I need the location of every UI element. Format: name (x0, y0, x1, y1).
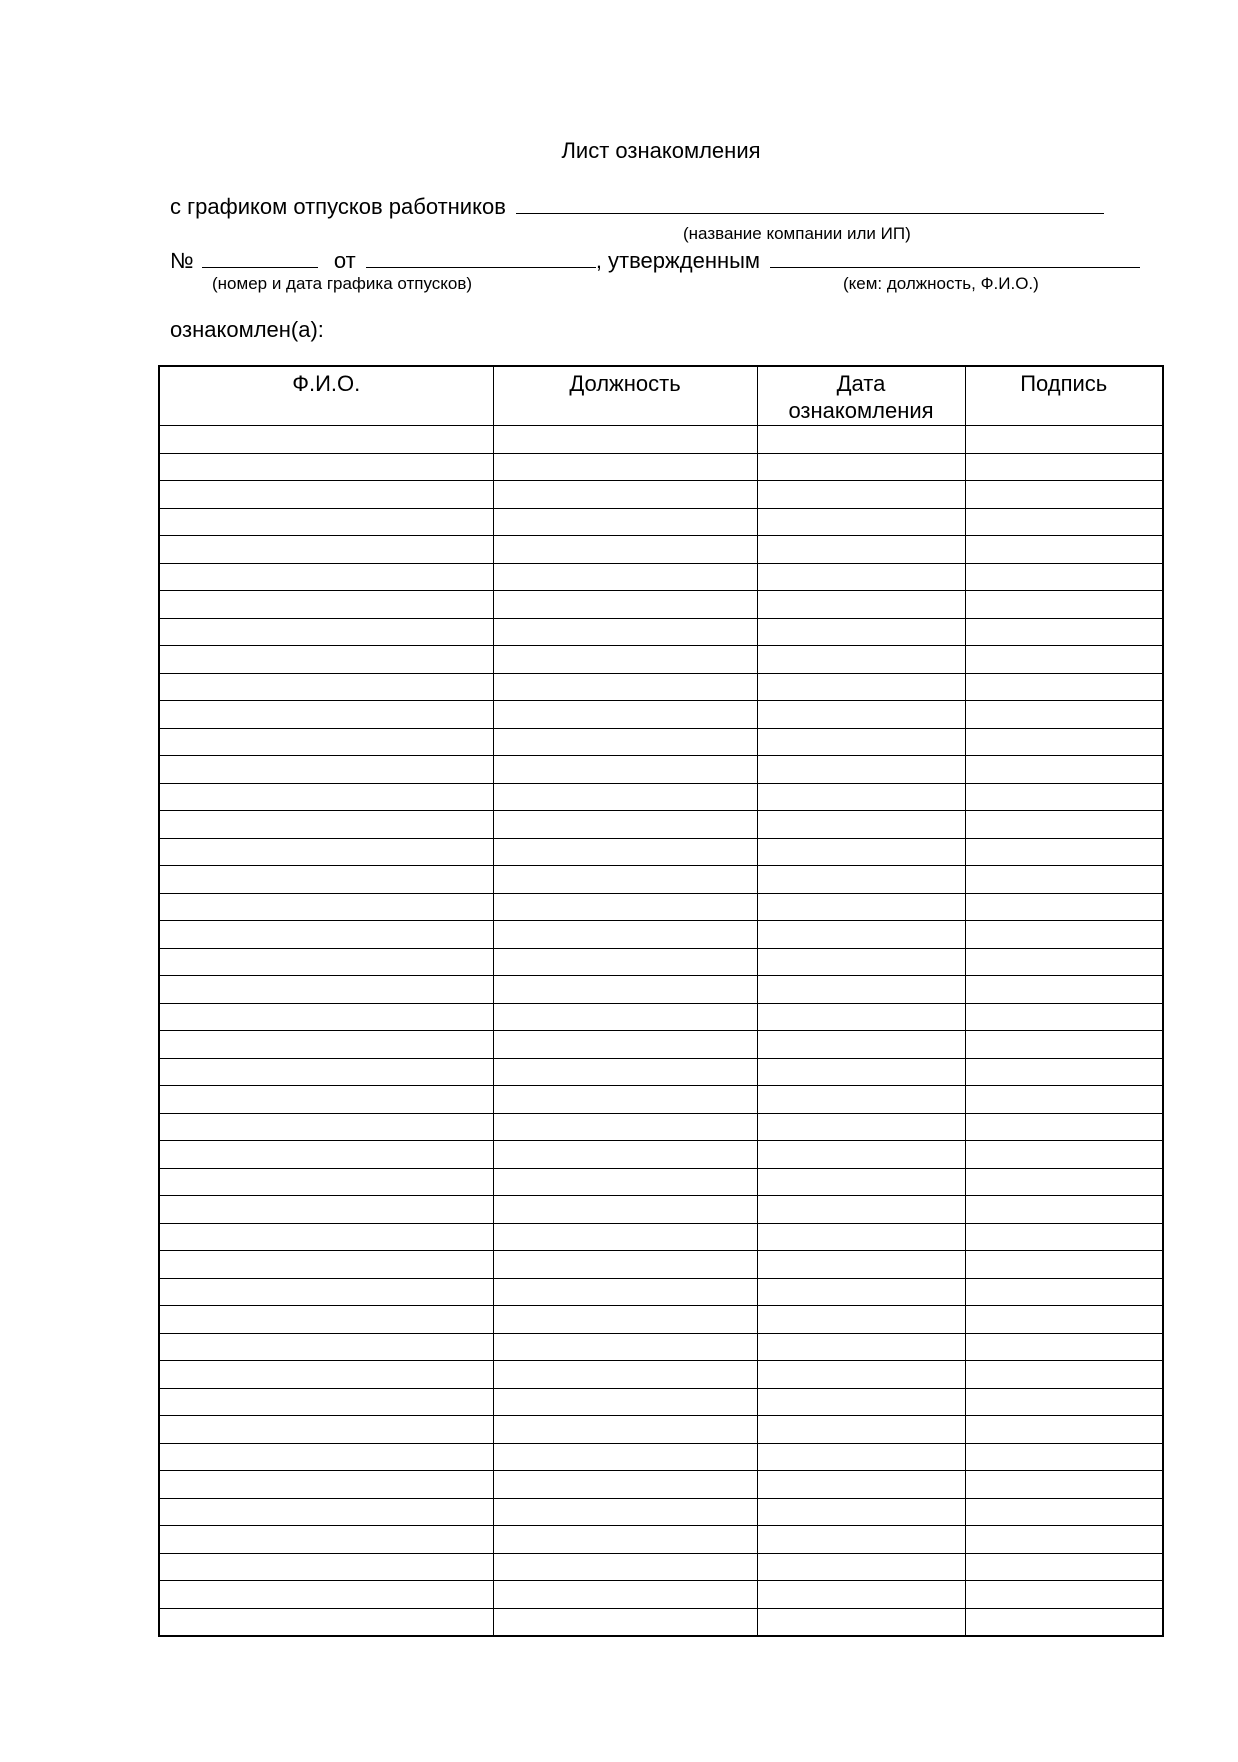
signature-cell[interactable] (965, 838, 1163, 866)
signature-cell[interactable] (965, 1251, 1163, 1279)
signature-cell[interactable] (965, 1581, 1163, 1609)
position-cell[interactable] (493, 1141, 757, 1169)
company-name-hint: (название компании или ИП) (683, 224, 911, 243)
position-cell[interactable] (493, 728, 757, 756)
fio-cell[interactable] (159, 1168, 493, 1196)
date-cell[interactable] (757, 1416, 965, 1444)
position-cell[interactable] (493, 1196, 757, 1224)
fio-cell[interactable] (159, 1443, 493, 1471)
signature-cell[interactable] (965, 1306, 1163, 1334)
fio-cell[interactable] (159, 673, 493, 701)
date-cell[interactable] (757, 893, 965, 921)
position-cell[interactable] (493, 1416, 757, 1444)
date-cell[interactable] (757, 1361, 965, 1389)
date-cell[interactable] (757, 1608, 965, 1636)
table-row (159, 1471, 1163, 1499)
position-cell[interactable] (493, 756, 757, 784)
date-cell[interactable] (757, 673, 965, 701)
signature-cell[interactable] (965, 866, 1163, 894)
table-row (159, 1306, 1163, 1334)
position-cell[interactable] (493, 948, 757, 976)
fio-cell[interactable] (159, 728, 493, 756)
signature-cell[interactable] (965, 1113, 1163, 1141)
table-row (159, 1361, 1163, 1389)
table-row (159, 1168, 1163, 1196)
table-row (159, 1526, 1163, 1554)
position-cell[interactable] (493, 1058, 757, 1086)
company-name-field[interactable] (516, 193, 1104, 214)
signature-cell[interactable] (965, 1608, 1163, 1636)
fio-cell[interactable] (159, 1223, 493, 1251)
table-row (159, 783, 1163, 811)
date-cell[interactable] (757, 1086, 965, 1114)
fio-cell[interactable] (159, 1361, 493, 1389)
date-cell[interactable] (757, 426, 965, 454)
fio-cell[interactable] (159, 1278, 493, 1306)
signature-cell[interactable] (965, 728, 1163, 756)
fio-cell[interactable] (159, 1251, 493, 1279)
position-cell[interactable] (493, 1086, 757, 1114)
signature-cell[interactable] (965, 1443, 1163, 1471)
date-cell[interactable] (757, 618, 965, 646)
fio-cell[interactable] (159, 1553, 493, 1581)
date-cell[interactable] (757, 1306, 965, 1334)
signature-cell[interactable] (965, 1196, 1163, 1224)
fio-cell[interactable] (159, 783, 493, 811)
table-row (159, 1031, 1163, 1059)
position-cell[interactable] (493, 1168, 757, 1196)
fio-cell[interactable] (159, 1196, 493, 1224)
approved-by-hint: (кем: должность, Ф.И.О.) (843, 274, 1039, 293)
signature-cell[interactable] (965, 453, 1163, 481)
position-cell[interactable] (493, 1251, 757, 1279)
table-row (159, 1086, 1163, 1114)
table-row (159, 563, 1163, 591)
fio-cell[interactable] (159, 1498, 493, 1526)
date-cell[interactable] (757, 1003, 965, 1031)
fio-cell[interactable] (159, 1388, 493, 1416)
table-row (159, 508, 1163, 536)
position-cell[interactable] (493, 893, 757, 921)
position-cell[interactable] (493, 1278, 757, 1306)
from-label: от (333, 248, 356, 273)
position-cell[interactable] (493, 921, 757, 949)
fio-cell[interactable] (159, 1471, 493, 1499)
position-cell[interactable] (493, 1553, 757, 1581)
signature-cell[interactable] (965, 811, 1163, 839)
position-cell[interactable] (493, 866, 757, 894)
table-row (159, 1003, 1163, 1031)
signature-cell[interactable] (965, 1416, 1163, 1444)
table-row (159, 866, 1163, 894)
column-header-fio: Ф.И.О. (159, 366, 493, 426)
table-row (159, 618, 1163, 646)
signature-cell[interactable] (965, 426, 1163, 454)
fio-cell[interactable] (159, 563, 493, 591)
signature-cell[interactable] (965, 1498, 1163, 1526)
table-row (159, 1498, 1163, 1526)
acquaintance-table (158, 365, 1164, 1637)
table-row (159, 1333, 1163, 1361)
date-cell[interactable] (757, 481, 965, 509)
date-cell[interactable] (757, 591, 965, 619)
table-row (159, 948, 1163, 976)
position-cell[interactable] (493, 1526, 757, 1554)
position-cell[interactable] (493, 618, 757, 646)
table-row (159, 1278, 1163, 1306)
fio-cell[interactable] (159, 838, 493, 866)
table-body (159, 426, 1163, 1637)
position-cell[interactable] (493, 1333, 757, 1361)
table-row (159, 811, 1163, 839)
fio-cell[interactable] (159, 976, 493, 1004)
date-cell[interactable] (757, 1278, 965, 1306)
fio-cell[interactable] (159, 1306, 493, 1334)
signature-cell[interactable] (965, 1553, 1163, 1581)
date-cell[interactable] (757, 1471, 965, 1499)
signature-cell[interactable] (965, 1031, 1163, 1059)
date-cell[interactable] (757, 1581, 965, 1609)
table-row (159, 921, 1163, 949)
table-row (159, 426, 1163, 454)
position-cell[interactable] (493, 1443, 757, 1471)
position-cell[interactable] (493, 1003, 757, 1031)
schedule-date-field[interactable] (366, 247, 596, 268)
fio-cell[interactable] (159, 811, 493, 839)
date-cell[interactable] (757, 756, 965, 784)
column-header-position: Должность (493, 366, 757, 426)
position-cell[interactable] (493, 1306, 757, 1334)
position-cell[interactable] (493, 1581, 757, 1609)
table-row (159, 893, 1163, 921)
fio-cell[interactable] (159, 1113, 493, 1141)
fio-cell[interactable] (159, 426, 493, 454)
signature-cell[interactable] (965, 1278, 1163, 1306)
position-cell[interactable] (493, 1471, 757, 1499)
date-cell[interactable] (757, 811, 965, 839)
column-header-signature: Подпись (965, 366, 1163, 426)
position-cell[interactable] (493, 673, 757, 701)
table-row (159, 591, 1163, 619)
position-cell[interactable] (493, 536, 757, 564)
signature-cell[interactable] (965, 756, 1163, 784)
fio-cell[interactable] (159, 701, 493, 729)
approved-label: , утвержденным (595, 248, 761, 273)
fio-cell[interactable] (159, 1416, 493, 1444)
signature-cell[interactable] (965, 1388, 1163, 1416)
date-cell[interactable] (757, 728, 965, 756)
fio-cell[interactable] (159, 756, 493, 784)
signature-cell[interactable] (965, 701, 1163, 729)
fio-cell[interactable] (159, 1086, 493, 1114)
table-row (159, 1113, 1163, 1141)
position-cell[interactable] (493, 976, 757, 1004)
signature-cell[interactable] (965, 1361, 1163, 1389)
position-cell[interactable] (493, 591, 757, 619)
date-cell[interactable] (757, 1443, 965, 1471)
table-row (159, 1388, 1163, 1416)
table-row (159, 1416, 1163, 1444)
signature-cell[interactable] (965, 591, 1163, 619)
position-cell[interactable] (493, 426, 757, 454)
fio-cell[interactable] (159, 536, 493, 564)
schedule-line (170, 193, 1104, 220)
table-row (159, 1251, 1163, 1279)
table-row (159, 1581, 1163, 1609)
position-cell[interactable] (493, 1113, 757, 1141)
date-cell[interactable] (757, 563, 965, 591)
acquainted-label: ознакомлен(а): (170, 317, 324, 342)
fio-cell[interactable] (159, 948, 493, 976)
date-cell[interactable] (757, 976, 965, 1004)
table-row (159, 701, 1163, 729)
position-cell[interactable] (493, 838, 757, 866)
date-cell[interactable] (757, 1498, 965, 1526)
table-row (159, 1443, 1163, 1471)
signature-cell[interactable] (965, 508, 1163, 536)
table-row (159, 1223, 1163, 1251)
date-cell[interactable] (757, 1031, 965, 1059)
position-cell[interactable] (493, 1031, 757, 1059)
date-cell[interactable] (757, 838, 965, 866)
position-cell[interactable] (493, 646, 757, 674)
fio-cell[interactable] (159, 1581, 493, 1609)
table-row (159, 1141, 1163, 1169)
position-cell[interactable] (493, 563, 757, 591)
date-cell[interactable] (757, 1058, 965, 1086)
date-cell[interactable] (757, 1196, 965, 1224)
fio-cell[interactable] (159, 1031, 493, 1059)
table-row (159, 453, 1163, 481)
position-cell[interactable] (493, 1361, 757, 1389)
date-cell[interactable] (757, 866, 965, 894)
fio-cell[interactable] (159, 893, 493, 921)
table-row (159, 536, 1163, 564)
number-sign-label: № (170, 248, 194, 273)
schedule-number-line (170, 247, 1140, 274)
date-cell[interactable] (757, 1333, 965, 1361)
position-cell[interactable] (493, 1223, 757, 1251)
signature-cell[interactable] (965, 1223, 1163, 1251)
table-row (159, 756, 1163, 784)
fio-cell[interactable] (159, 1141, 493, 1169)
table-row (159, 646, 1163, 674)
signature-cell[interactable] (965, 563, 1163, 591)
signature-cell[interactable] (965, 948, 1163, 976)
schedule-line-label: с графиком отпусков работников (170, 194, 506, 219)
position-cell[interactable] (493, 481, 757, 509)
table-row (159, 1058, 1163, 1086)
table-row (159, 481, 1163, 509)
table-row (159, 673, 1163, 701)
signature-cell[interactable] (965, 1003, 1163, 1031)
table-row (159, 1608, 1163, 1636)
number-date-hint: (номер и дата графика отпусков) (212, 274, 473, 293)
fio-cell[interactable] (159, 1003, 493, 1031)
fio-cell[interactable] (159, 453, 493, 481)
signature-cell[interactable] (965, 1471, 1163, 1499)
page-title: Лист ознакомления (561, 138, 761, 163)
column-header-date (757, 366, 965, 426)
position-cell[interactable] (493, 453, 757, 481)
fio-cell[interactable] (159, 508, 493, 536)
position-cell[interactable] (493, 1388, 757, 1416)
date-cell[interactable] (757, 646, 965, 674)
date-cell[interactable] (757, 701, 965, 729)
fio-cell[interactable] (159, 1333, 493, 1361)
date-cell[interactable] (757, 1168, 965, 1196)
date-cell[interactable] (757, 1388, 965, 1416)
date-cell[interactable] (757, 1223, 965, 1251)
date-cell[interactable] (757, 1141, 965, 1169)
signature-cell[interactable] (965, 481, 1163, 509)
date-cell[interactable] (757, 948, 965, 976)
fio-cell[interactable] (159, 1058, 493, 1086)
date-cell[interactable] (757, 1251, 965, 1279)
position-cell[interactable] (493, 508, 757, 536)
date-cell[interactable] (757, 783, 965, 811)
date-cell[interactable] (757, 536, 965, 564)
signature-cell[interactable] (965, 1168, 1163, 1196)
date-cell[interactable] (757, 1113, 965, 1141)
signature-cell[interactable] (965, 646, 1163, 674)
date-cell[interactable] (757, 921, 965, 949)
fio-cell[interactable] (159, 481, 493, 509)
signature-cell[interactable] (965, 1526, 1163, 1554)
signature-cell[interactable] (965, 893, 1163, 921)
table-row (159, 838, 1163, 866)
fio-cell[interactable] (159, 646, 493, 674)
fio-cell[interactable] (159, 1526, 493, 1554)
column-header-date-label: Дата ознакомления (788, 371, 934, 423)
table-row (159, 976, 1163, 1004)
date-cell[interactable] (757, 508, 965, 536)
approved-by-field[interactable] (770, 247, 1140, 268)
fio-cell[interactable] (159, 921, 493, 949)
table-row (159, 1553, 1163, 1581)
signature-cell[interactable] (965, 921, 1163, 949)
date-cell[interactable] (757, 1553, 965, 1581)
table-row (159, 1196, 1163, 1224)
position-cell[interactable] (493, 1608, 757, 1636)
position-cell[interactable] (493, 811, 757, 839)
position-cell[interactable] (493, 701, 757, 729)
date-cell[interactable] (757, 1526, 965, 1554)
position-cell[interactable] (493, 1498, 757, 1526)
fio-cell[interactable] (159, 618, 493, 646)
signature-cell[interactable] (965, 1141, 1163, 1169)
signature-cell[interactable] (965, 1333, 1163, 1361)
signature-cell[interactable] (965, 673, 1163, 701)
signature-cell[interactable] (965, 618, 1163, 646)
signature-cell[interactable] (965, 976, 1163, 1004)
signature-cell[interactable] (965, 783, 1163, 811)
schedule-number-field[interactable] (202, 247, 318, 268)
table-row (159, 728, 1163, 756)
position-cell[interactable] (493, 783, 757, 811)
fio-cell[interactable] (159, 866, 493, 894)
signature-cell[interactable] (965, 1086, 1163, 1114)
fio-cell[interactable] (159, 591, 493, 619)
fio-cell[interactable] (159, 1608, 493, 1636)
table-header-row (159, 366, 1163, 426)
signature-cell[interactable] (965, 536, 1163, 564)
signature-cell[interactable] (965, 1058, 1163, 1086)
date-cell[interactable] (757, 453, 965, 481)
